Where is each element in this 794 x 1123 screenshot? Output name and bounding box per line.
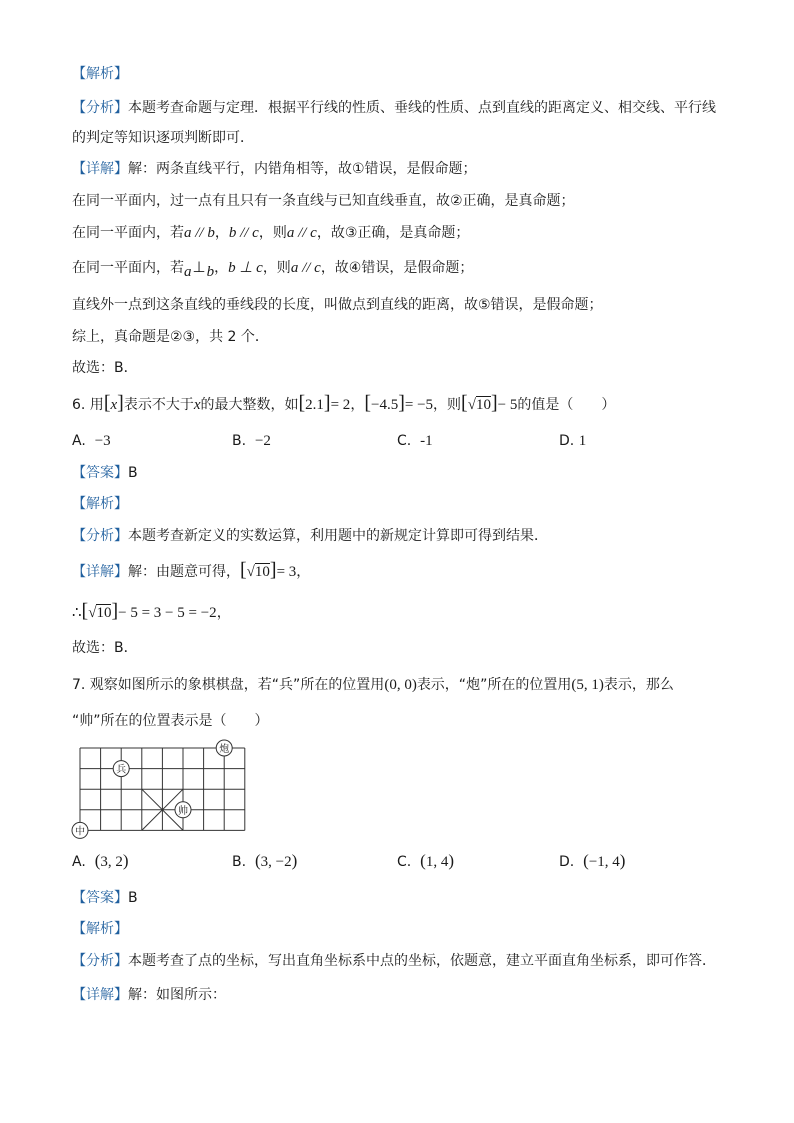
piece-label: 兵 (116, 764, 127, 776)
q6-options (72, 431, 732, 451)
q5-detail-2: 在同一平面内，过一点有且只有一条直线与已知直线垂直，故②正确，是真命题； (72, 193, 575, 209)
q6-detail: 【详解】解：由题意可得，[√10]= 3， (72, 559, 311, 581)
q5-detail-1: 【详解】解：两条直线平行，内错角相等，故①错误，是假命题； (72, 161, 477, 177)
floor-close-bracket: ] (269, 559, 277, 581)
q7-option-d: D. (−1, 4) (559, 851, 626, 870)
chess-piece (72, 822, 88, 838)
paren-open: ( (384, 677, 390, 693)
paren-close: ) (411, 677, 417, 693)
q6-choice: 故选：B． (72, 640, 138, 656)
floor-close-bracket: ] (117, 392, 124, 414)
q7-stem-line1: 7. 观察如图所示的象棋棋盘，若“兵”所在的位置用(0, 0)表示，“炮”所在的位置用(5, 1)表示，那么 (72, 677, 674, 693)
q7-option-c: C. (1, 4) (397, 851, 454, 870)
q5-detail-5: 直线外一点到这条直线的垂线段的长度，叫做点到直线的距离，故⑤错误，是假命题； (72, 297, 603, 313)
q6-answer: 【答案】B (72, 465, 138, 481)
q6-option-c: C. -1 (397, 433, 433, 449)
q6-option-b: B. −2 (232, 433, 271, 449)
chess-piece (113, 761, 129, 777)
floor-open-bracket: [ (298, 392, 306, 414)
chess-board-figure (70, 738, 260, 840)
sqrt-sign: √ (467, 397, 476, 413)
sqrt-sign: √ (246, 564, 255, 580)
piece-label: 帅 (178, 805, 188, 817)
q5-detail-3: 在同一平面内，若a // b，b // c，则a // c，故③正确，是真命题； (72, 225, 470, 241)
floor-open-bracket: [ (364, 392, 371, 414)
floor-open-bracket: [ (240, 559, 247, 581)
piece-label: 炮 (219, 744, 230, 755)
q6-option-d: D. 1 (559, 433, 587, 449)
floor-open-bracket: [ (461, 392, 468, 414)
q5-fenxi-line1: 【分析】本题考查命题与定理．根据平行线的性质、垂线的性质、点到直线的距离定义、相交线、平行线 (72, 100, 716, 116)
q5-jiexi-heading: 【解析】 (72, 66, 128, 82)
q7-options (72, 851, 732, 873)
floor-close-bracket: ] (111, 600, 119, 622)
sqrt-sign: √ (88, 605, 97, 621)
q6-option-a: A. −3 (72, 433, 111, 449)
paren-close: ) (598, 677, 604, 693)
q5-choice: 故选：B． (72, 360, 138, 376)
floor-close-bracket: ] (398, 392, 405, 414)
q6-stem: 6. 用[x]表示不大于x的最大整数，如[2.1]= 2，[−4.5]= −5，则[√10]− 5的值是（ ） (72, 392, 616, 414)
q6-jiexi-heading: 【解析】 (72, 496, 128, 512)
q7-option-a: A. (3, 2) (72, 851, 129, 870)
q7-detail: 【详解】解：如图所示： (72, 987, 226, 1003)
q7-answer: 【答案】B (72, 890, 138, 906)
floor-close-bracket: ] (323, 392, 331, 414)
board-grid (80, 748, 245, 830)
q5-summary: 综上，真命题是②③，共 2 个． (72, 329, 269, 345)
q7-option-b: B. (3, −2) (232, 851, 298, 870)
piece-label: 中 (75, 826, 85, 838)
floor-open-bracket: [ (103, 392, 111, 414)
q7-fenxi: 【分析】本题考查了点的坐标，写出直角坐标系中点的坐标，依题意，建立平面直角坐标系，即可作答． (72, 953, 716, 969)
q7-stem-line2: “帅”所在的位置表示是（ ） (72, 713, 269, 729)
floor-close-bracket: ] (490, 392, 498, 414)
chess-piece (175, 802, 191, 818)
chess-piece (216, 740, 232, 756)
floor-open-bracket: [ (81, 600, 89, 622)
q6-fenxi: 【分析】本题考查新定义的实数运算，利用题中的新规定计算即可得到结果． (72, 528, 548, 544)
q7-jiexi-heading: 【解析】 (72, 921, 128, 937)
q6-calc: ∴[√10]− 5 = 3 − 5 = −2， (72, 600, 231, 622)
q5-detail-4: 在同一平面内，若a⊥b，b ⊥ c，则a // c，故④错误，是假命题； (72, 260, 474, 280)
paren-open: ( (571, 677, 577, 693)
q5-fenxi-line2: 的判定等知识逐项判断即可． (72, 130, 254, 146)
